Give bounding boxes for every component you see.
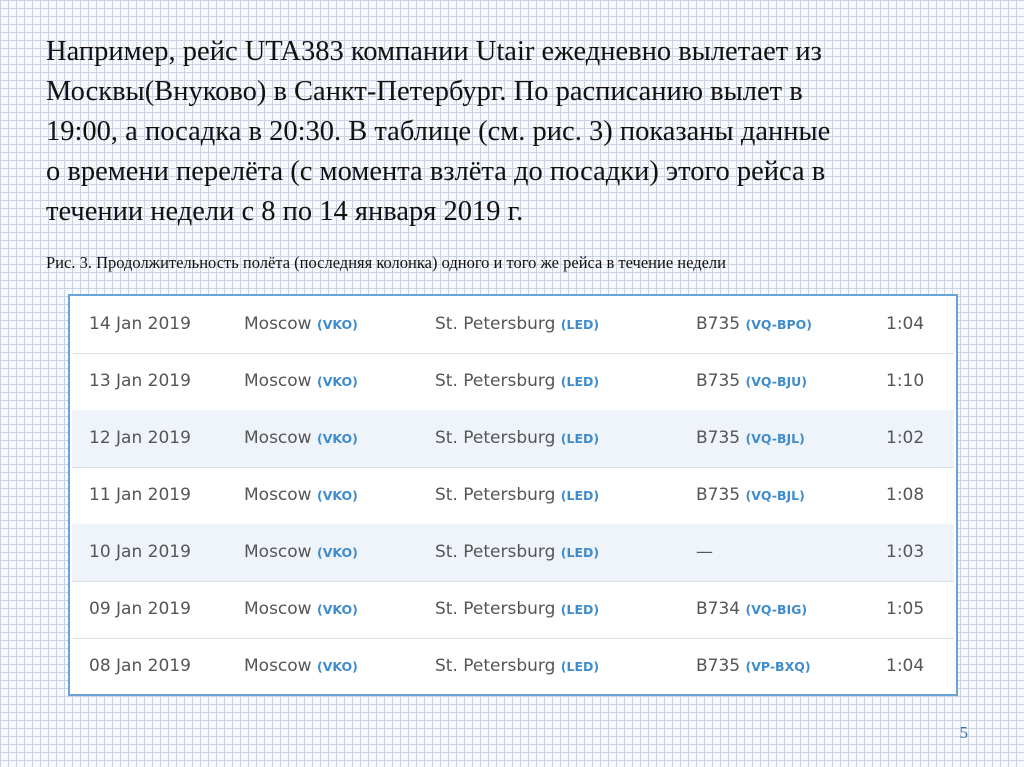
- destination-code: (LED): [560, 374, 600, 389]
- text-line: течении недели с 8 по 14 января 2019 г.: [46, 196, 524, 227]
- aircraft-cell: [696, 581, 807, 638]
- aircraft-registration: (VP-BXQ): [745, 659, 811, 674]
- destination-cell: [435, 296, 599, 353]
- slide-text: [46, 32, 996, 232]
- date-cell: 14 Jan 2019: [89, 314, 191, 334]
- aircraft-type: B735: [696, 371, 741, 391]
- figure-caption: Рис. 3. Продолжительность полёта (последняя колонка) одного и того же рейса в течение недели: [46, 253, 726, 272]
- aircraft-type: —: [696, 542, 713, 562]
- origin-cell: [244, 296, 358, 353]
- origin-cell: [244, 581, 358, 638]
- destination-city: St. Petersburg: [435, 428, 556, 448]
- aircraft-registration: (VQ-BIG): [745, 602, 808, 617]
- table-row: [72, 467, 954, 525]
- origin-code: (VKO): [316, 659, 358, 674]
- page-number: 5: [959, 723, 968, 742]
- origin-code: (VKO): [316, 317, 358, 332]
- destination-cell: [435, 467, 599, 524]
- origin-code: (VKO): [316, 431, 358, 446]
- destination-code: (LED): [560, 488, 600, 503]
- table-row: [72, 581, 954, 639]
- date-cell: 09 Jan 2019: [89, 599, 191, 619]
- origin-cell: [244, 467, 358, 524]
- text-line: 19:00, а посадка в 20:30. В таблице (см. рис. 3) показаны данные: [46, 116, 831, 147]
- destination-cell: [435, 410, 599, 467]
- flight-history-table: [68, 294, 958, 696]
- aircraft-registration: (VQ-BJL): [745, 431, 805, 446]
- origin-cell: [244, 524, 358, 581]
- destination-city: St. Petersburg: [435, 314, 556, 334]
- destination-city: St. Petersburg: [435, 542, 556, 562]
- destination-cell: [435, 638, 599, 695]
- destination-code: (LED): [560, 659, 600, 674]
- aircraft-type: B735: [696, 656, 741, 676]
- aircraft-cell: [696, 353, 807, 410]
- table-row: [72, 296, 954, 354]
- origin-city: Moscow: [244, 485, 312, 505]
- origin-city: Moscow: [244, 599, 312, 619]
- origin-city: Moscow: [244, 428, 312, 448]
- aircraft-cell: [696, 410, 805, 467]
- origin-code: (VKO): [316, 602, 358, 617]
- aircraft-registration: (VQ-BPO): [745, 317, 812, 332]
- origin-code: (VKO): [316, 374, 358, 389]
- origin-city: Moscow: [244, 542, 312, 562]
- duration-cell: 1:10: [886, 371, 925, 391]
- origin-cell: [244, 353, 358, 410]
- origin-cell: [244, 410, 358, 467]
- aircraft-type: B735: [696, 485, 741, 505]
- origin-code: (VKO): [316, 545, 358, 560]
- date-cell: 11 Jan 2019: [89, 485, 191, 505]
- destination-cell: [435, 524, 599, 581]
- origin-code: (VKO): [316, 488, 358, 503]
- table-row: [72, 410, 954, 468]
- table-row: [72, 353, 954, 411]
- date-cell: 10 Jan 2019: [89, 542, 191, 562]
- date-cell: 12 Jan 2019: [89, 428, 191, 448]
- duration-cell: 1:08: [886, 485, 925, 505]
- aircraft-cell: [696, 638, 811, 695]
- destination-cell: [435, 353, 599, 410]
- aircraft-cell: [696, 467, 805, 524]
- destination-code: (LED): [560, 545, 600, 560]
- origin-cell: [244, 638, 358, 695]
- aircraft-type: B734: [696, 599, 741, 619]
- aircraft-type: B735: [696, 428, 741, 448]
- destination-code: (LED): [560, 431, 600, 446]
- aircraft-registration: (VQ-BJL): [745, 488, 805, 503]
- table-row: [72, 638, 954, 695]
- duration-cell: 1:03: [886, 542, 925, 562]
- destination-city: St. Petersburg: [435, 485, 556, 505]
- aircraft-registration: (VQ-BJU): [745, 374, 808, 389]
- date-cell: 13 Jan 2019: [89, 371, 191, 391]
- destination-code: (LED): [560, 317, 600, 332]
- origin-city: Moscow: [244, 656, 312, 676]
- duration-cell: 1:04: [886, 656, 925, 676]
- destination-city: St. Petersburg: [435, 599, 556, 619]
- text-line: о времени перелёта (с момента взлёта до посадки) этого рейса в: [46, 156, 826, 187]
- destination-cell: [435, 581, 599, 638]
- table-row: [72, 524, 954, 582]
- date-cell: 08 Jan 2019: [89, 656, 191, 676]
- origin-city: Moscow: [244, 371, 312, 391]
- aircraft-cell: [696, 524, 713, 581]
- destination-code: (LED): [560, 602, 600, 617]
- aircraft-cell: [696, 296, 812, 353]
- duration-cell: 1:05: [886, 599, 925, 619]
- duration-cell: 1:04: [886, 314, 925, 334]
- destination-city: St. Petersburg: [435, 371, 556, 391]
- aircraft-type: B735: [696, 314, 741, 334]
- origin-city: Moscow: [244, 314, 312, 334]
- destination-city: St. Petersburg: [435, 656, 556, 676]
- duration-cell: 1:02: [886, 428, 925, 448]
- text-line: Москвы(Внуково) в Санкт-Петербург. По расписанию вылет в: [46, 76, 803, 107]
- text-line: Например, рейс UTA383 компании Utair ежедневно вылетает из: [46, 36, 822, 67]
